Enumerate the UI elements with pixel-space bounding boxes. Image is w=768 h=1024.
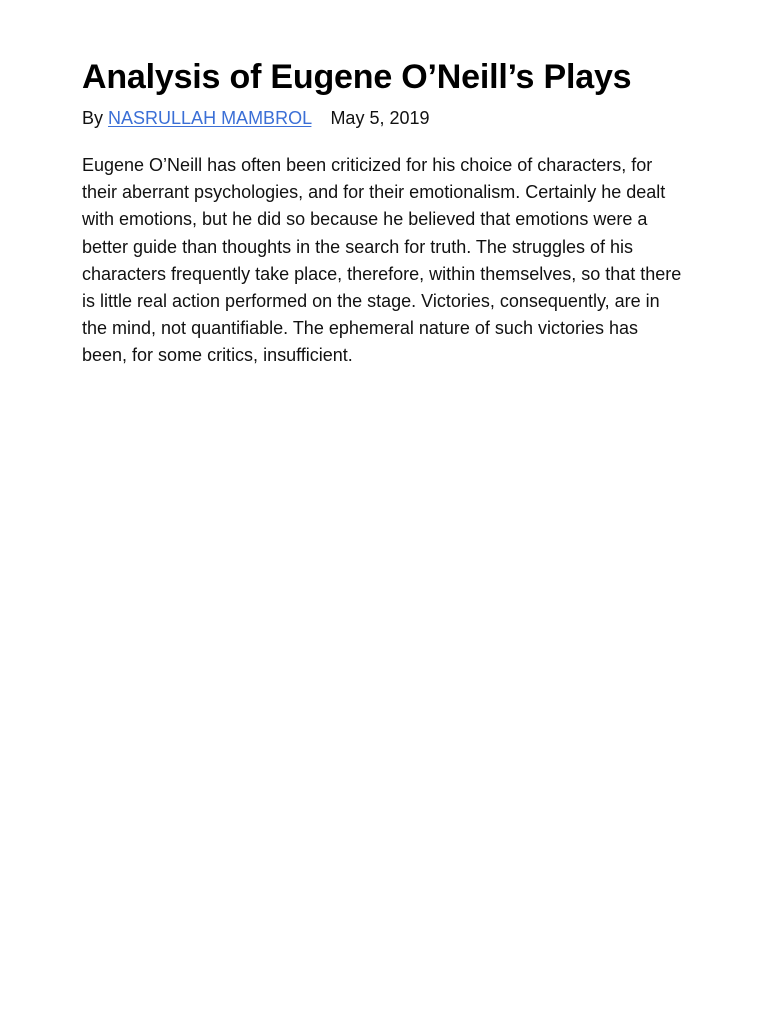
- article-paragraph: Eugene O’Neill has often been criticized for his choice of characters, for their aberrant psychologies, and for their emotionalism. Certainly he dealt with emotions, but he did so because he believed that emotions were a better guide than thoughts in the search for truth. The struggles of his characters frequently take place, therefore, within themselves, so that there is little real action performed on the stage. Victories, consequently, are in the mind, not quantifiable. The ephemeral nature of such victories has been, for some critics, insufficient.: [82, 155, 682, 366]
- article-title: Analysis of Eugene O’Neill’s Plays: [82, 58, 632, 96]
- byline: [82, 106, 686, 130]
- article: [82, 56, 686, 370]
- author-link[interactable]: NASRULLAH MAMBROL: [108, 108, 312, 128]
- byline-prefix: By: [82, 108, 104, 128]
- publish-date: May 5, 2019: [330, 108, 430, 128]
